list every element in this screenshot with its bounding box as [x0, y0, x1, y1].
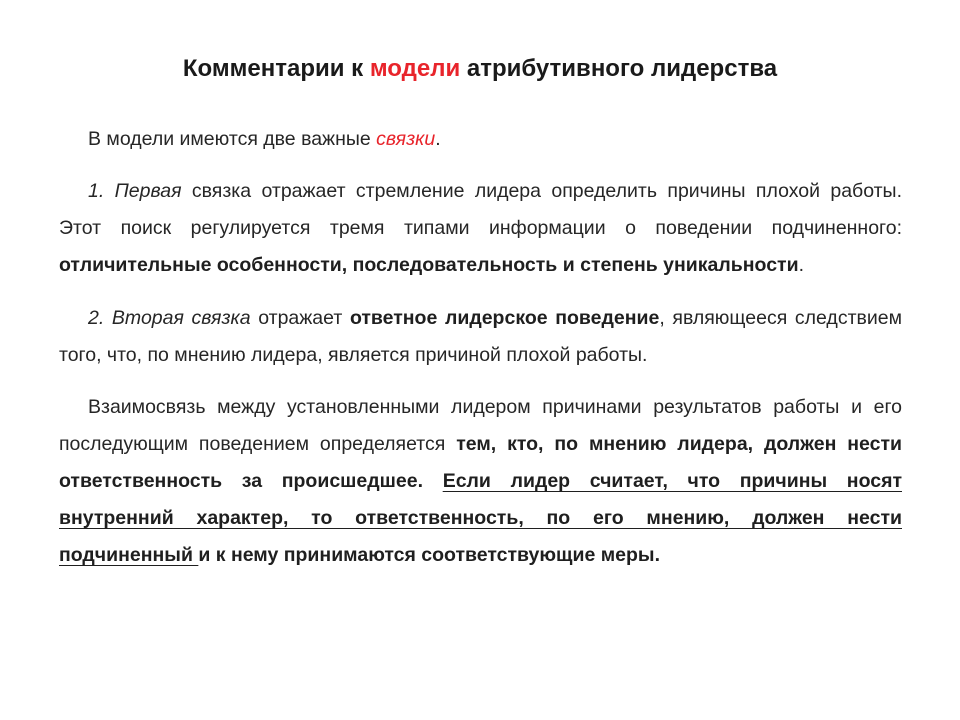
paragraph-first-link — [59, 173, 902, 284]
intro-highlight: связки — [376, 128, 436, 150]
relationship-bold: тем, кто, по мнению лидера, должен нести ответственность за происшедшее. — [59, 433, 902, 492]
title-highlight: модели — [369, 55, 461, 82]
intro-end: . — [435, 128, 441, 150]
paragraph-second-link — [59, 300, 902, 374]
second-link-bold: ответное лидерское поведение — [349, 307, 660, 329]
slide-body — [59, 121, 902, 588]
paragraph-intro — [59, 121, 902, 158]
second-link-rest: , являющееся следствием того, что, по мнению лидера, является причиной плохой работы. — [59, 307, 902, 366]
first-link-number: 1. — [88, 180, 115, 202]
relationship-underlined: Если лидер считает, что причины носят внутренний характер, то ответственность, по его мнению, должен нести подчиненный — [59, 470, 902, 566]
paragraph-relationship — [59, 389, 902, 574]
relationship-end: и к нему принимаются соответствующие меры. — [198, 544, 660, 566]
first-link-label: Первая — [114, 180, 182, 202]
first-link-text: связка отражает стремление лидера определить причины плохой работы. Этот поиск регулируется тремя типами информации о поведении подчиненного: — [59, 180, 902, 239]
second-link-label: 2. Вторая связка — [88, 307, 251, 329]
title-text-before: Комментарии к — [182, 55, 370, 82]
intro-text: В модели имеются две важные — [88, 128, 377, 150]
first-link-end: . — [798, 254, 804, 276]
first-link-bold: отличительные особенности, последовательность и степень уникальности — [59, 254, 799, 276]
slide-title — [0, 51, 960, 87]
second-link-text: отражает — [250, 307, 350, 329]
relationship-text: Взаимосвязь между установленными лидером причинами результатов работы и его последующим поведением определяется — [59, 396, 902, 455]
title-text-after: атрибутивного лидерства — [460, 55, 778, 82]
